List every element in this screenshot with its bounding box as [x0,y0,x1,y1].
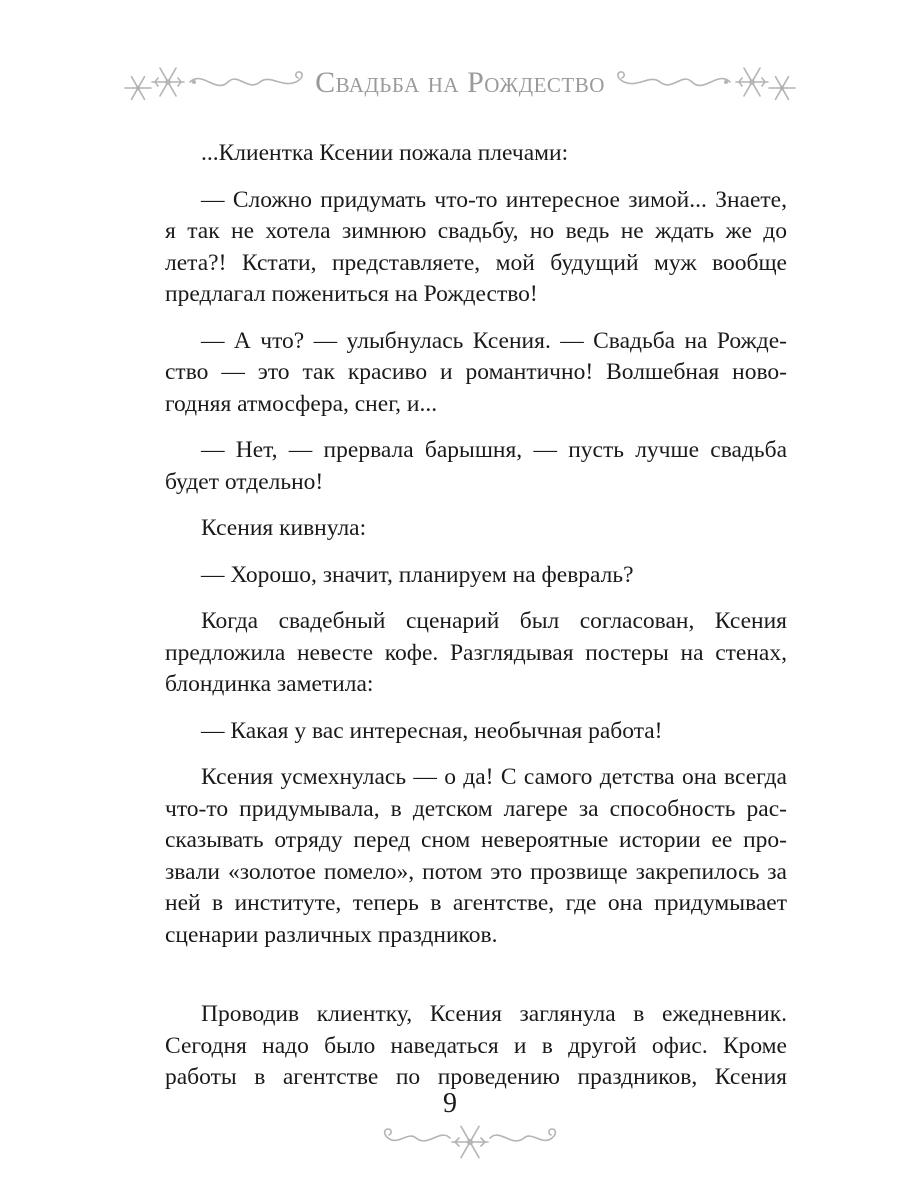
running-title: Свадьба на Рождество [315,66,605,99]
paragraph: — Нет, — прервала барышня, — пусть лучше свадьба будет отдельно! [165,437,787,495]
snowflake-swirl-left-icon [120,52,310,118]
snowflake-swirl-footer-icon [380,1118,560,1168]
snowflake-swirl-right-icon [610,52,800,118]
paragraph: Ксения кивнула: [201,515,367,541]
paragraph: — Какая у вас интересная, необычная работа! [201,717,663,744]
page-body [165,138,787,1094]
running-header [120,52,800,118]
paragraph: Проводив клиентку, Ксения заглянула в ежедневник. Сегодня надо было наведаться и в другой офис. Кроме работы в агентстве по проведению праздников, Ксения [165,1001,787,1090]
paragraph: ...Клиентка Ксении пожала плечами: [201,140,569,166]
paragraph: Ксения усмехнулась — о да! С самого детства она всегда что-то придумывала, в детском лагере за способность рассказывать отряду перед сном невероятные истории ее прозвали «золотое помело», потом это прозвище закрепилось за ней в институте, теперь в агентстве, где она придумывает сценарии различных праздников. [165,764,787,948]
page-number: 9 [443,1088,457,1119]
paragraph: — Сложно придумать что-то интересное зимой... Знаете, я так не хотела зимнюю свадьбу, но ведь не ждать же до лета?! Кстати, представляете, мой будущий муж вообще предлагал пожениться на Рождество! [165,186,787,307]
paragraph: — Хорошо, значит, планируем на февраль? [201,561,634,588]
paragraph: — А что? — улыбнулась Ксения. — Свадьба на Рождество — это так красиво и романтично! Волшебная новогодняя атмосфера, снег, и... [165,327,787,417]
paragraph: Когда свадебный сценарий был согласован, Ксения предложила невесте кофе. Разглядывая постеры на стенах, блондинка заметила: [165,608,787,697]
